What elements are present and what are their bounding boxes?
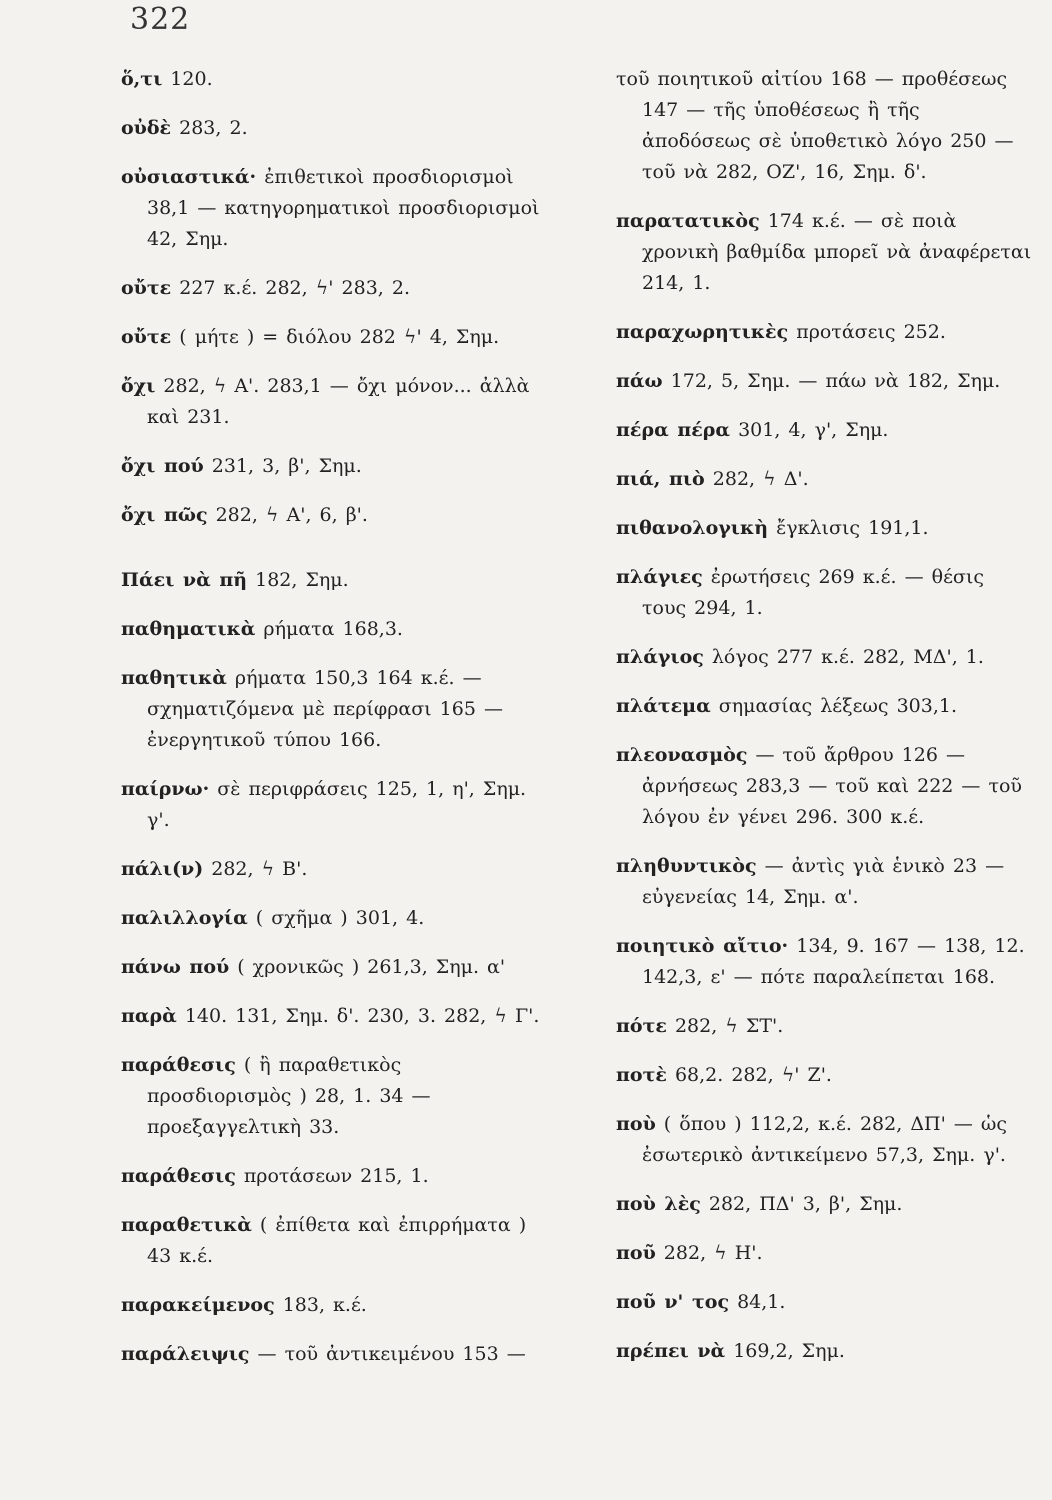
index-entry (616, 740, 1036, 833)
entry-headword: οὐσιαστικά· (121, 166, 257, 188)
entry-headword: πιά, πιὸ (616, 468, 705, 490)
entry-references: 84,1. (729, 1291, 786, 1313)
entry-headword: πλάγιες (616, 566, 703, 588)
index-entry (121, 1339, 541, 1370)
entry-references: σημασίας λέξεως 303,1. (710, 695, 958, 717)
entry-references: ( ὅπου ) 112,2, κ.έ. 282, ΔΠ' — ὡς ἐσωτερικὸ ἀντικείμενο 57,3, Σημ. γ'. (642, 1113, 1008, 1166)
entry-headword: πρέπει νὰ (616, 1340, 726, 1362)
entry-references: τοῦ ποιητικοῦ αἰτίου 168 — προθέσεως 147 — τῆς ὑποθέσεως ἢ τῆς ἀποδόσεως σὲ ὑποθετικὸ λόγο 250 — τοῦ νὰ 282, ΟΖ', 16, Σημ. δ'. (616, 68, 1014, 183)
index-entry (121, 1050, 541, 1143)
entry-headword: πάλι(ν) (121, 858, 204, 880)
index-entry (616, 1336, 1036, 1367)
entry-references: 301, 4, γ', Σημ. (730, 419, 889, 441)
entry-references: ( μήτε ) = διόλου 282 ϟ' 4, Σημ. (171, 326, 500, 348)
index-entry (616, 1287, 1036, 1318)
index-entry (121, 64, 541, 95)
index-entry (616, 691, 1036, 722)
index-entry (121, 500, 541, 531)
entry-references: 183, κ.έ. (274, 1294, 367, 1316)
index-entry (121, 1210, 541, 1272)
page-number: 322 (130, 2, 191, 37)
entry-references: 282, ϟ Α'. 283,1 — ὄχι μόνον... ἀλλὰ καὶ 231. (147, 375, 530, 428)
entry-references: 231, 3, β', Σημ. (203, 455, 362, 477)
entry-references: 282, ϟ Η'. (655, 1242, 763, 1264)
entry-headword: ποιητικὸ αἴτιο· (616, 935, 789, 957)
entry-headword: παράθεσις (121, 1165, 236, 1187)
index-entry (121, 903, 541, 934)
entry-headword: πλάτεμα (616, 695, 711, 717)
index-entry (616, 513, 1036, 544)
left-column (121, 64, 541, 1388)
entry-headword: οὔτε (121, 277, 172, 299)
entry-references: σὲ περιφράσεις 125, 1, η', Σημ. γ'. (147, 778, 527, 831)
index-entry (616, 931, 1036, 993)
index-entry (121, 162, 541, 255)
index-entry (616, 64, 1036, 188)
entry-references: 282, ϟ ΣΤ'. (666, 1015, 784, 1037)
entry-headword: παρὰ (121, 1005, 177, 1027)
entry-references: 134, 9. 167 — 138, 12. 142,3, ε' — πότε παραλείπεται 168. (642, 935, 1025, 988)
index-entry (616, 464, 1036, 495)
index-entry (616, 1109, 1036, 1171)
entry-references: 282, ϟ Β'. (203, 858, 308, 880)
entry-headword: ὄχι πῶς (121, 504, 208, 526)
entry-references: 282, ϟ Α', 6, β'. (207, 504, 368, 526)
entry-headword: ποὺ λὲς (616, 1193, 701, 1215)
entry-references: ἐρωτήσεις 269 κ.έ. — θέσις τους 294, 1. (642, 566, 984, 619)
entry-headword: πιθανολογικὴ (616, 517, 769, 539)
entry-headword: οὐδὲ (121, 117, 172, 139)
index-entry (121, 451, 541, 482)
entry-headword: ὅ,τι (121, 68, 163, 90)
entry-headword: ποτὲ (616, 1064, 667, 1086)
index-entry (616, 562, 1036, 624)
index-entry (616, 642, 1036, 673)
index-entry (616, 1011, 1036, 1042)
entry-headword: παλιλλογία (121, 907, 248, 929)
index-entry (616, 415, 1036, 446)
index-entry (121, 1161, 541, 1192)
entry-references: ρήματα 150,3 164 κ.έ. — σχηματιζόμενα μὲ περίφρασι 165 — ἐνεργητικοῦ τύπου 166. (147, 667, 503, 751)
entry-references: 182, Σημ. (247, 569, 349, 591)
entry-headword: παραχωρητικὲς (616, 321, 789, 343)
index-entry (121, 952, 541, 983)
index-entry (616, 317, 1036, 348)
entry-references: ἐπιθετικοὶ προσδιορισμοὶ 38,1 — κατηγορηματικοὶ προσδιορισμοὶ 42, Σημ. (147, 166, 540, 250)
entry-references: 227 κ.έ. 282, ϟ' 283, 2. (171, 277, 410, 299)
entry-references: ρήματα 168,3. (255, 618, 403, 640)
index-entry (121, 565, 541, 596)
entry-references: 172, 5, Σημ. — πάω νὰ 182, Σημ. (662, 370, 1001, 392)
index-entry (121, 614, 541, 645)
index-entry (121, 1290, 541, 1321)
entry-references: 174 κ.έ. — σὲ ποιὰ χρονικὴ βαθμίδα μπορεῖ νὰ ἀναφέρεται 214, 1. (642, 210, 1032, 294)
index-entry (121, 113, 541, 144)
entry-references: ἔγκλισις 191,1. (768, 517, 929, 539)
entry-headword: πέρα πέρα (616, 419, 731, 441)
entry-references: 282, ϟ Δ'. (704, 468, 809, 490)
entry-headword: παραθετικὰ (121, 1214, 252, 1236)
entry-references: 120. (162, 68, 213, 90)
entry-headword: πάω (616, 370, 663, 392)
entry-references: ( σχῆμα ) 301, 4. (247, 907, 425, 929)
entry-headword: Πάει νὰ πῆ (121, 569, 248, 591)
entry-references: προτάσεων 215, 1. (235, 1165, 429, 1187)
entry-headword: ποῦ (616, 1242, 656, 1264)
index-entry (616, 206, 1036, 299)
index-entry (121, 371, 541, 433)
entry-headword: παρακείμενος (121, 1294, 275, 1316)
index-entry (616, 1238, 1036, 1269)
entry-headword: ποῦ ν' τος (616, 1291, 730, 1313)
entry-references: 282, ΠΔ' 3, β', Σημ. (700, 1193, 903, 1215)
entry-headword: ὄχι (121, 375, 156, 397)
entry-references: 68,2. 282, ϟ' Ζ'. (666, 1064, 832, 1086)
index-entry (616, 366, 1036, 397)
entry-references: 169,2, Σημ. (725, 1340, 845, 1362)
entry-headword: πλεονασμὸς (616, 744, 748, 766)
entry-references: 140. 131, Σημ. δ'. 230, 3. 282, ϟ Γ'. (176, 1005, 540, 1027)
entry-headword: οὔτε (121, 326, 172, 348)
entry-references: ( ἢ παραθετικὸς προσδιορισμὸς ) 28, 1. 34 — προεξαγγελτικὴ 33. (147, 1054, 431, 1138)
entry-references: προτάσεις 252. (788, 321, 946, 343)
index-entry (121, 273, 541, 304)
entry-headword: παράλειψις (121, 1343, 250, 1365)
entry-headword: παρατατικὸς (616, 210, 760, 232)
entry-headword: παίρνω· (121, 778, 210, 800)
entry-references: λόγος 277 κ.έ. 282, ΜΔ', 1. (703, 646, 984, 668)
entry-headword: παθητικὰ (121, 667, 227, 689)
entry-headword: παθηματικὰ (121, 618, 256, 640)
entry-headword: παράθεσις (121, 1054, 236, 1076)
index-entry (121, 663, 541, 756)
index-entry (616, 1060, 1036, 1091)
index-entry (121, 1001, 541, 1032)
entry-headword: πάνω πού (121, 956, 230, 978)
right-column (616, 64, 1036, 1385)
index-entry (121, 774, 541, 836)
entry-references: ( ἐπίθετα καὶ ἐπιρρήματα ) 43 κ.έ. (147, 1214, 527, 1267)
index-entry (616, 851, 1036, 913)
entry-references: 283, 2. (171, 117, 248, 139)
entry-headword: ὄχι πού (121, 455, 204, 477)
index-entry (616, 1189, 1036, 1220)
index-entry (121, 322, 541, 353)
entry-headword: πληθυντικὸς (616, 855, 757, 877)
entry-references: — τοῦ ἄρθρου 126 — ἀρνήσεως 283,3 — τοῦ καὶ 222 — τοῦ λόγου ἐν γένει 296. 300 κ.έ. (642, 744, 1022, 828)
entry-references: — τοῦ ἀντικειμένου 153 — (249, 1343, 526, 1365)
index-entry (121, 854, 541, 885)
entry-references: — ἀντὶς γιὰ ἑνικὸ 23 — εὐγενείας 14, Σημ. α'. (642, 855, 1005, 908)
entry-headword: πλάγιος (616, 646, 704, 668)
entry-references: ( χρονικῶς ) 261,3, Σημ. α' (229, 956, 506, 978)
entry-headword: πότε (616, 1015, 667, 1037)
entry-headword: ποὺ (616, 1113, 656, 1135)
